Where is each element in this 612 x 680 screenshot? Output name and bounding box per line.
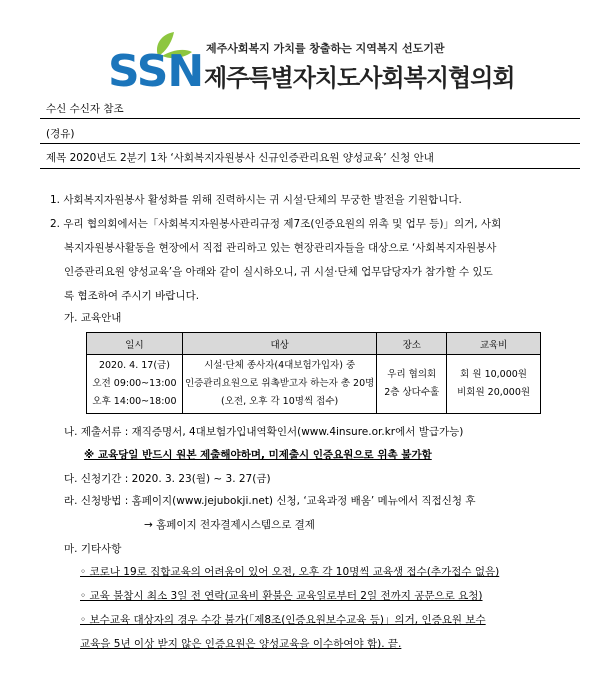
target-line: 인증관리요원으로 위촉받고자 하는자 총 20명 xyxy=(184,378,375,389)
section-ra-line-1: 라. 신청방법 : 홈페이지(www.jejubokji.net) 신청, ‘교육과정 배움’ 메뉴에서 직접신청 후 xyxy=(64,495,476,507)
na-note: ※ 교육당일 반드시 원본 제출해야하며, 미제출시 인증요원으로 위촉 불가함 xyxy=(84,449,432,461)
fee-line: 비회원 20,000원 xyxy=(457,387,531,398)
table-header-cell: 대상 xyxy=(182,333,376,355)
paragraph-2-line-1: 2. 우리 협의회에서는「사회복지자원봉사관리규정 제7조(인증요원의 위촉 및 업무 등)」의거, 사회 xyxy=(50,218,502,230)
paragraph-2-line-3: 인증관리요원 양성교육’을 아래와 같이 실시하오니, 귀 시설·단체 업무담당자가 참가할 수 있도 xyxy=(64,266,493,278)
date-line: 오전 09:00~13:00 xyxy=(92,378,177,389)
target-line: 시설·단체 종사자(4대보험가입자) 중 xyxy=(204,360,356,371)
date-cell xyxy=(87,355,183,414)
target-cell xyxy=(182,355,376,414)
education-table xyxy=(86,332,541,414)
place-line: 2층 상다수홀 xyxy=(384,387,440,398)
slogan: 제주사회복지 가치를 창출하는 지역복지 선도기관 xyxy=(206,42,445,55)
table-header-row xyxy=(87,333,541,355)
table-row xyxy=(87,355,541,414)
via-line: (경유) xyxy=(46,128,75,140)
ma-item-2: ◦ 교육 불참시 최소 3일 전 연락(교육비 환불은 교육일로부터 2일 전까지 공문으로 요청) xyxy=(80,590,483,602)
paragraph-2-line-2: 복지자원봉사활동을 현장에서 직접 관리하고 있는 현장관리자들을 대상으로 ‘사회복지자원봉사 xyxy=(64,242,497,254)
ma-item-3-line-2: 교육을 5년 이상 받지 않은 인증요원은 양성교육을 이수하여야 함). 끝. xyxy=(80,638,402,650)
paragraph-1: 1. 사회복지자원봉사 활성화를 위해 진력하시는 귀 시설·단체의 무궁한 발전을 기원합니다. xyxy=(50,194,462,206)
divider xyxy=(40,168,580,169)
target-line: (오전, 오후 각 10명씩 접수) xyxy=(221,396,339,407)
org-logo xyxy=(108,32,208,97)
org-name: 제주특별자치도사회복지협의회 xyxy=(204,64,515,92)
fee-line: 회 원 10,000원 xyxy=(460,369,527,380)
divider xyxy=(40,118,580,119)
place-line: 우리 협의회 xyxy=(387,369,437,380)
subject-line: 제목 2020년도 2분기 1차 ‘사회복지자원봉사 신규인증관리요원 양성교육’ 신청 안내 xyxy=(46,152,434,164)
ma-item-3-line-1: ◦ 보수교육 대상자의 경우 수강 불가(「제8조(인증요원보수교육 등)」의거, 인증요원 보수 xyxy=(80,614,486,626)
section-ra-line-2: → 홈페이지 전자결제시스템으로 결제 xyxy=(144,519,315,531)
section-na: 나. 제출서류 : 재직증명서, 4대보험가입내역확인서(www.4insure.or.kr에서 발급가능) xyxy=(64,426,464,438)
paragraph-2-line-4: 록 협조하여 주시기 바랍니다. xyxy=(64,290,200,302)
logo-text: SSN xyxy=(108,46,204,97)
section-da: 다. 신청기간 : 2020. 3. 23(월) ~ 3. 27(금) xyxy=(64,473,271,485)
date-line: 2020. 4. 17(금) xyxy=(98,360,170,371)
fee-cell xyxy=(447,355,541,414)
section-ma: 마. 기타사항 xyxy=(64,543,122,555)
divider xyxy=(40,143,580,144)
section-ga: 가. 교육안내 xyxy=(64,312,122,324)
place-cell xyxy=(377,355,447,414)
recipient-line: 수신 수신자 참조 xyxy=(46,103,124,115)
ma-item-1: ◦ 코로나 19로 집합교육의 어려움이 있어 오전, 오후 각 10명씩 교육생 접수(추가접수 없음) xyxy=(80,566,500,578)
table-header-cell: 일시 xyxy=(87,333,183,355)
table-header-cell: 장소 xyxy=(377,333,447,355)
date-line: 오후 14:00~18:00 xyxy=(92,396,177,407)
table-header-cell: 교육비 xyxy=(447,333,541,355)
